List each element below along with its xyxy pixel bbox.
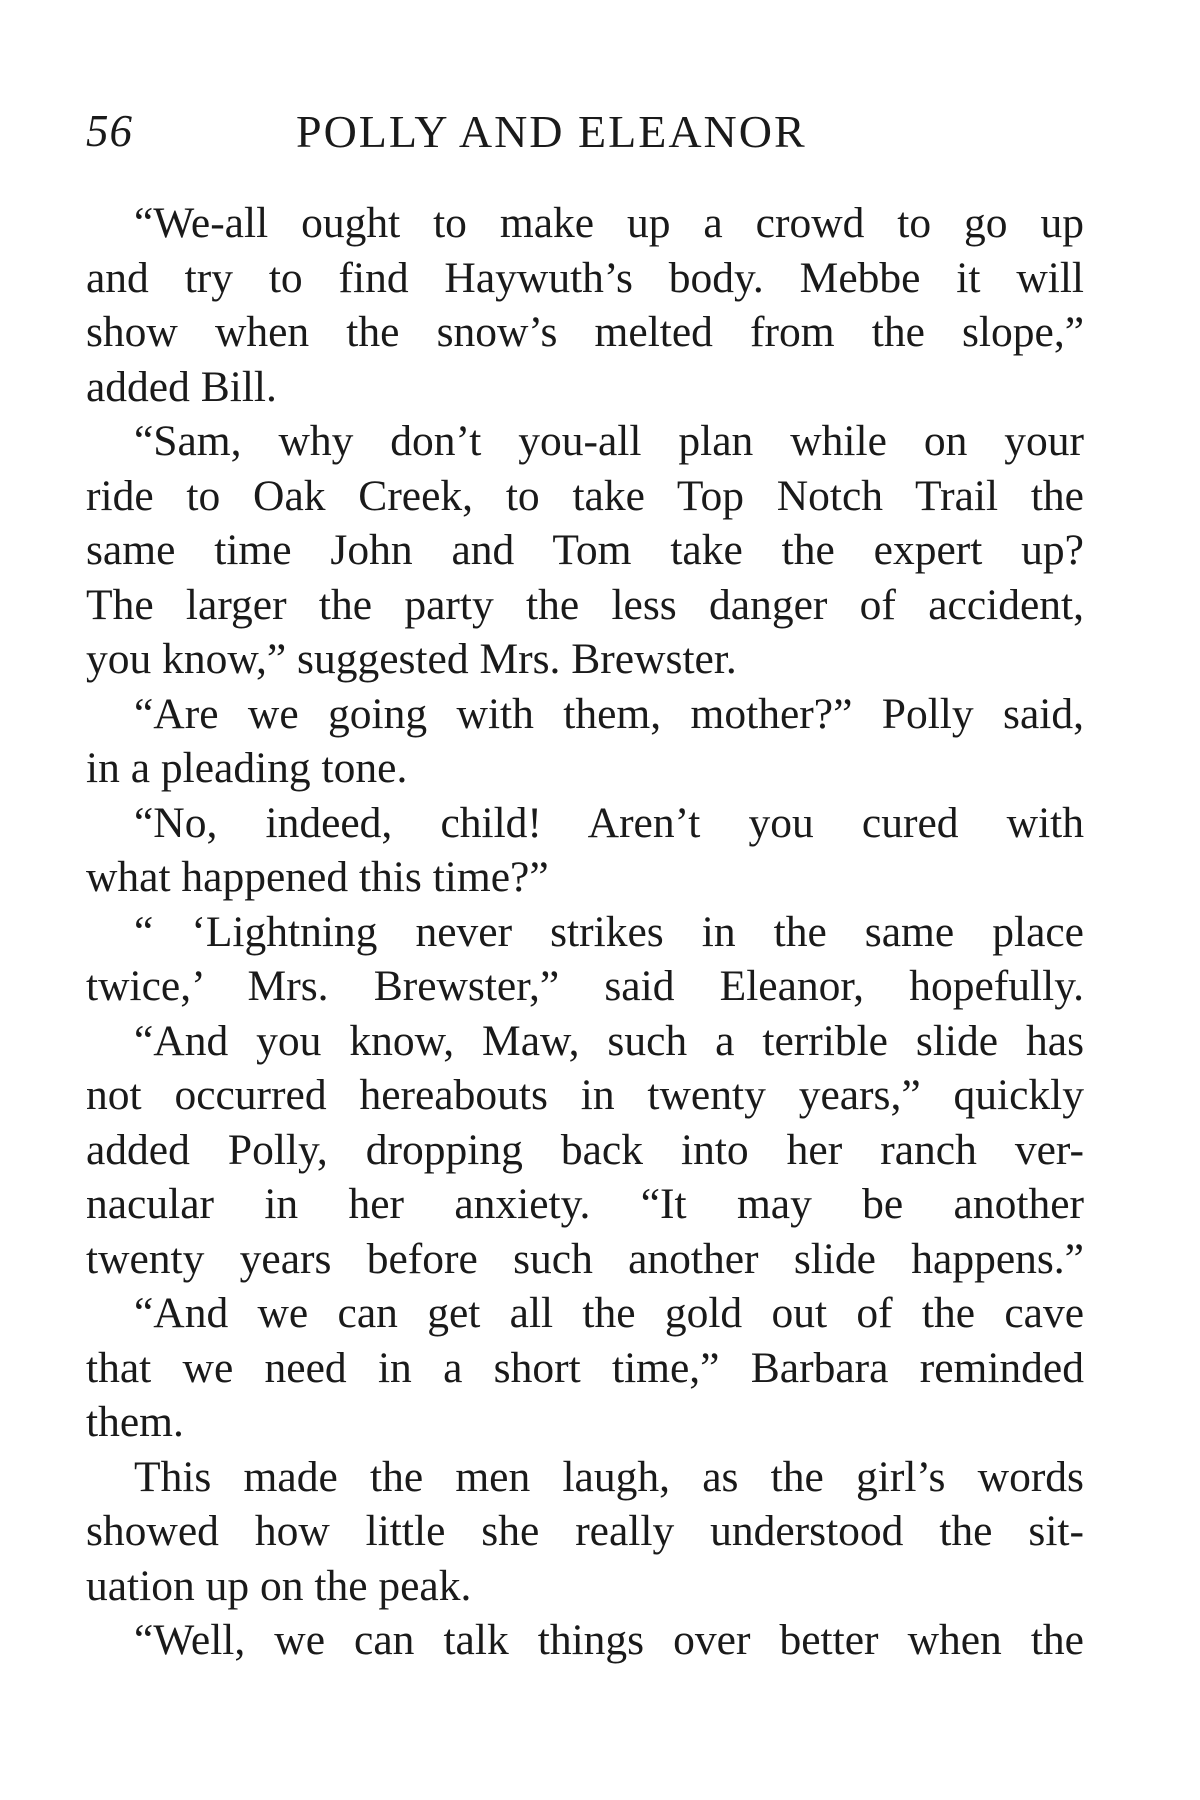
text-line: twenty years before such another slide happens.”	[86, 1234, 1084, 1283]
body-text	[86, 196, 1084, 1668]
text-line: “And you know, Maw, such a terrible slide has	[134, 1016, 1084, 1065]
text-line: nacular in her anxiety. “It may be another	[86, 1180, 1084, 1228]
text-line: you know,” suggested Mrs. Brewster.	[86, 635, 737, 683]
text-line: “Are we going with them, mother?” Polly said,	[134, 689, 1084, 738]
text-line: and try to find Haywuth’s body. Mebbe it will	[86, 253, 1084, 302]
text-line: not occurred hereabouts in twenty years,” quickly	[86, 1071, 1084, 1119]
text-line: added Polly, dropping back into her ranch ver-	[86, 1125, 1084, 1174]
running-title: POLLY AND ELEANOR	[296, 106, 807, 157]
text-line: uation up on the peak.	[86, 1561, 472, 1610]
text-line: The larger the party the less danger of accident,	[86, 580, 1084, 629]
text-line: “We-all ought to make up a crowd to go up	[134, 199, 1084, 247]
text-line: ride to Oak Creek, to take Top Notch Trail the	[86, 471, 1084, 520]
text-line: same time John and Tom take the expert up?	[86, 526, 1084, 574]
text-line: what happened this time?”	[86, 853, 549, 901]
text-line: added Bill.	[86, 362, 277, 411]
page-number: 56	[86, 106, 133, 156]
text-line: in a pleading tone.	[86, 744, 408, 792]
running-head	[86, 105, 1086, 165]
text-line: “No, indeed, child! Aren’t you cured with	[134, 798, 1084, 847]
text-line: “Well, we can talk things over better when the	[134, 1616, 1084, 1664]
text-line: them.	[86, 1398, 184, 1446]
text-line: that we need in a short time,” Barbara reminded	[86, 1343, 1084, 1392]
text-line: “Sam, why don’t you-all plan while on your	[134, 417, 1084, 465]
text-line: This made the men laugh, as the girl’s words	[134, 1452, 1084, 1501]
text-line: showed how little she really understood the sit-	[86, 1507, 1084, 1555]
text-line: “And we can get all the gold out of the cave	[134, 1289, 1084, 1337]
text-line: twice,’ Mrs. Brewster,” said Eleanor, hopefully.	[86, 962, 1084, 1010]
text-line: “ ‘Lightning never strikes in the same place	[134, 907, 1084, 956]
text-line: show when the snow’s melted from the slope,”	[86, 308, 1084, 356]
